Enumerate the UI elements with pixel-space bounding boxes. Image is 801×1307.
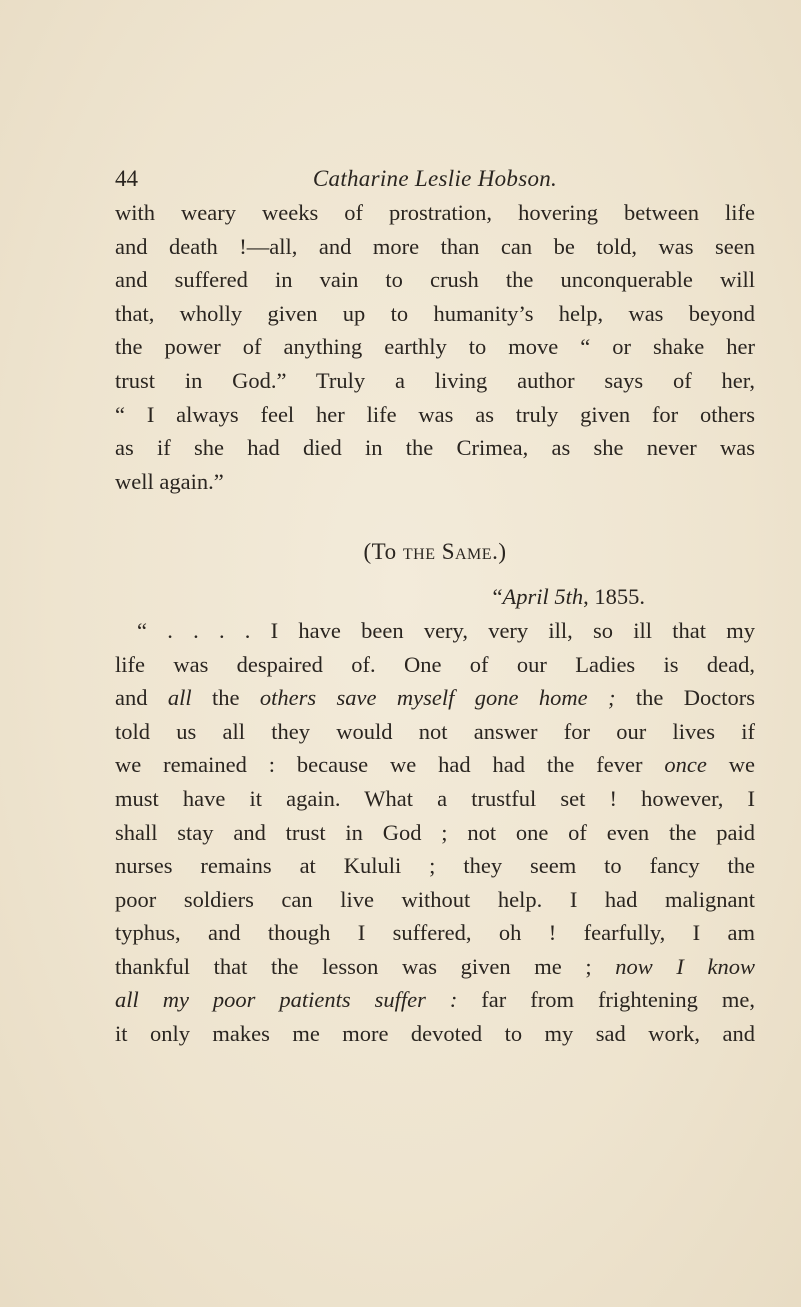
text-line: that, wholly given up to humanity’s help, was beyond [115,300,755,326]
paragraph-1 [115,196,755,498]
text-run: the Doctors [615,685,755,711]
text-run-italic: all my poor patients suffer : [115,987,458,1013]
text-line: “ I always feel her life was as truly given for others [115,401,755,427]
text-line [115,748,755,782]
text-line: life was despaired of. One of our Ladies is dead, [115,651,755,677]
text-line: as if she had died in the Crimea, as she never was [115,435,755,461]
text-run-italic: all [167,685,192,711]
paragraph-2 [115,614,755,1051]
running-title: Catharine Leslie Hobson. [312,166,558,191]
text-run-italic: once [664,752,707,778]
text-line: shall stay and trust in God ; not one of even the paid [115,819,755,845]
letter-dateline [115,580,755,614]
text-line: with weary weeks of prostration, hovering between life [115,200,755,225]
text-line: and suffered in vain to crush the unconquerable will [115,267,755,293]
text-line: told us all they would not answer for our lives if [115,718,755,744]
dateline-quote: “ [492,584,503,610]
text-run: the [191,685,260,711]
dateline-year: , 1855. [583,584,645,610]
text-line: typhus, and though I suffered, oh ! fearfully, I am [115,920,755,946]
text-run: we [706,752,755,778]
text-line: it only makes me more devoted to my sad work, and [115,1021,755,1047]
text-line: and death !—all, and more than can be told, was seen [115,233,755,259]
section-heading-open: (To [363,539,403,565]
page-number: 44 [115,166,138,191]
text-run: thankful that the lesson was given me ; [115,953,616,979]
page-header [115,166,755,200]
section-heading-close: .) [492,539,507,565]
text-run: and [115,685,168,711]
body-text [115,196,755,1051]
section-heading [115,524,755,580]
text-line [115,950,755,984]
text-line: nurses remains at Kululi ; they seem to fancy the [115,853,755,879]
text-run-italic: others save myself gone home ; [259,685,616,711]
text-run: we remained : because we had had the fever [115,752,665,778]
text-line: well again.” [115,468,224,494]
text-run: far from frightening me, [457,987,755,1013]
text-line [115,983,755,1017]
dateline-date: April 5th [502,584,584,610]
text-run-italic: now I know [615,953,755,979]
text-line: “ . . . . I have been very, very ill, so ill that my [137,617,755,643]
text-line: the power of anything earthly to move “ or shake her [115,334,755,360]
text-line: poor soldiers can live without help. I had malignant [115,886,755,912]
text-line: must have it again. What a trustful set ! however, I [115,785,755,811]
text-line [115,681,755,715]
text-line: trust in God.” Truly a living author says of her, [115,367,755,393]
section-heading-small-caps: the Same [402,539,493,565]
